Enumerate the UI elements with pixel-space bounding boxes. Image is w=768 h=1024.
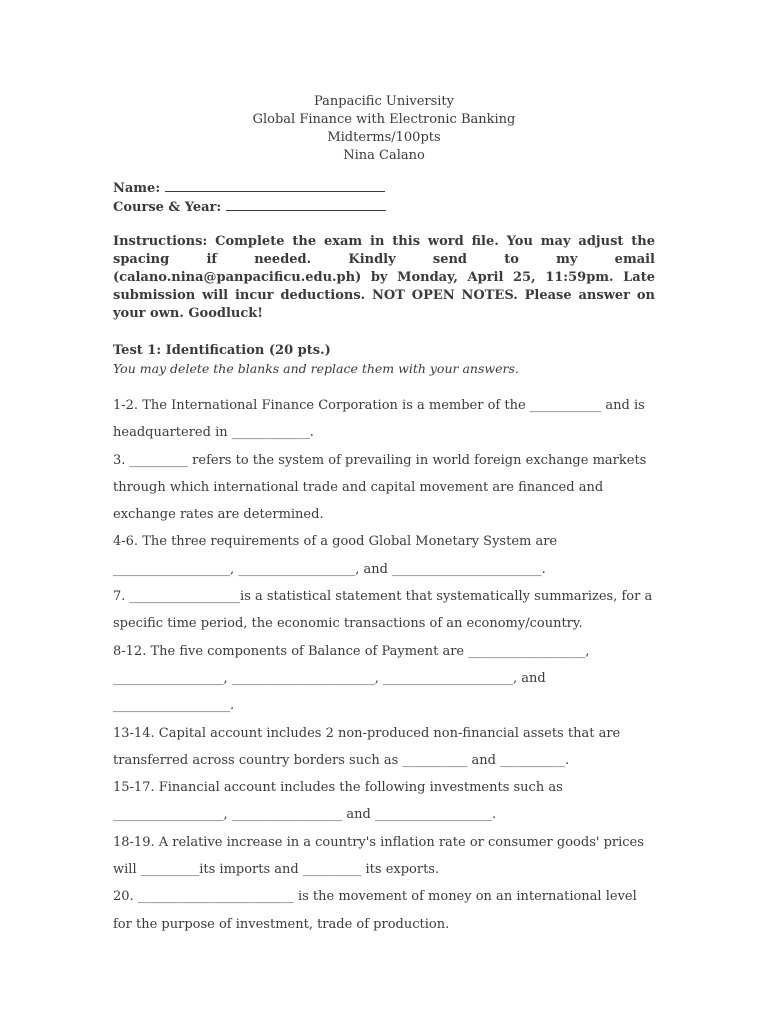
name-field <box>113 179 655 198</box>
questions-list <box>113 392 655 938</box>
course-year-label: Course & Year: <box>113 200 222 215</box>
instructions-paragraph: Instructions: Complete the exam in this word file. You may adjust the spacing if needed. Kindly send to my email (calano.nina@panpacificu.edu.ph) by Monday, April 25, 11:59pm. Late submission will incur deductions. NOT OPEN NOTES. Please answer on your own. Goodluck! <box>113 234 655 321</box>
document-header <box>113 93 655 165</box>
question-4-6[interactable]: 4-6. The three requirements of a good Global Monetary System are __________________, __________________, and _______________________. <box>113 534 558 577</box>
document-page <box>113 93 655 938</box>
question-3[interactable]: 3. _________ refers to the system of prevailing in world foreign exchange markets through which international trade and capital movement are financed and exchange rates are determined. <box>113 452 647 523</box>
name-label: Name: <box>113 181 161 196</box>
question-18-19[interactable]: 18-19. A relative increase in a country's inflation rate or consumer goods' prices will _________its imports and _________ its exports. <box>113 834 644 878</box>
test1-title: Test 1: Identification (20 pts.) <box>113 343 331 358</box>
name-blank[interactable] <box>165 179 385 192</box>
question-8-12[interactable]: 8-12. The five components of Balance of Payment are __________________, _________________, ______________________, ____________________, and __________________. <box>113 643 590 714</box>
course-title: Global Finance with Electronic Banking <box>252 112 516 127</box>
question-20[interactable]: 20. ________________________ is the movement of money on an international level for the purpose of investment, trade of production. <box>113 889 637 932</box>
university-name: Panpacific University <box>313 94 455 109</box>
exam-title: Midterms/100pts <box>327 130 441 145</box>
question-1-2[interactable]: 1-2. The International Finance Corporation is a member of the ___________ and is headquartered in ____________. <box>113 398 645 441</box>
course-year-field <box>113 198 655 217</box>
question-13-14[interactable]: 13-14. Capital account includes 2 non-produced non-financial assets that are transferred across country borders such as __________ and __________. <box>113 725 621 768</box>
student-fields <box>113 179 655 217</box>
question-15-17[interactable]: 15-17. Financial account includes the following investments such as _________________, _________________ and __________________. <box>113 780 563 823</box>
test1-subtitle: You may delete the blanks and replace them with your answers. <box>113 361 519 376</box>
instructor-name: Nina Calano <box>343 148 425 163</box>
course-year-blank[interactable] <box>226 198 386 211</box>
question-7[interactable]: 7. _________________is a statistical statement that systematically summarizes, for a specific time period, the economic transactions of an economy/country. <box>113 589 653 632</box>
